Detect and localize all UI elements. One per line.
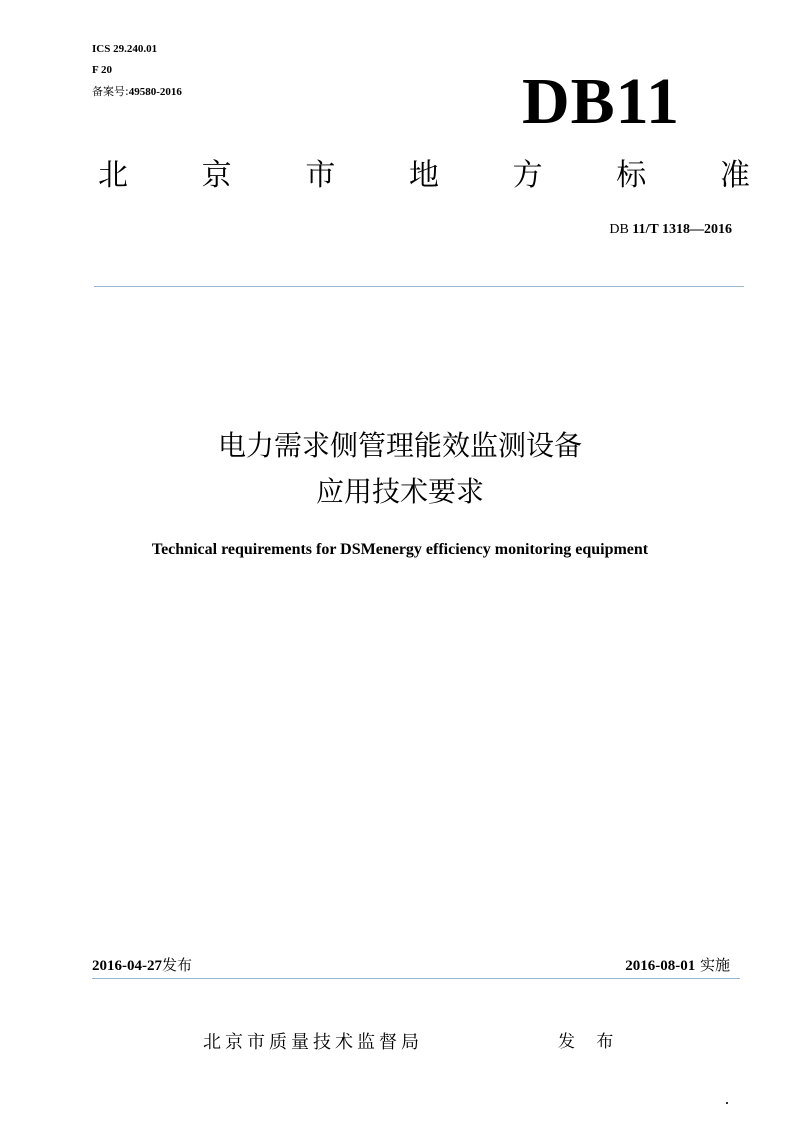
release-label: 发布	[162, 956, 193, 974]
standard-type-char: 标	[616, 158, 647, 193]
record-value: 49580-2016	[128, 86, 182, 98]
publisher-name: 北京市质量技术监督局	[203, 1032, 423, 1053]
classification-code: F 20	[92, 64, 113, 76]
top-divider	[94, 286, 744, 287]
bottom-divider	[92, 978, 740, 979]
publish-label: 发 布	[558, 1032, 622, 1052]
standard-type-char: 市	[305, 158, 336, 193]
page-mark	[726, 1102, 728, 1104]
standard-number-code: 11/T 1318—2016	[632, 222, 732, 237]
document-title	[0, 423, 800, 515]
implement-date: 2016-08-01	[625, 958, 696, 974]
standard-type-char: 准	[719, 158, 750, 193]
standard-type-char: 方	[512, 158, 543, 193]
record-label: 备案号:	[92, 85, 129, 98]
document-title-line1: 电力需求侧管理能效监测设备	[217, 429, 582, 462]
standard-type-char: 北	[98, 158, 128, 193]
standard-number	[520, 221, 732, 239]
db11-logo: DB11	[522, 65, 681, 138]
ics-code: ICS 29.240.01	[92, 43, 158, 55]
release-date: 2016-04-27	[92, 958, 162, 974]
record-number	[92, 85, 182, 99]
standard-type-char: 京	[201, 158, 232, 193]
english-title: Technical requirements for DSMenergy efficiency monitoring equipment	[151, 541, 649, 558]
implement-date-line	[560, 955, 730, 976]
standard-type-heading	[98, 155, 750, 197]
standard-number-prefix: DB	[609, 222, 629, 237]
standard-type-char: 地	[408, 158, 439, 193]
implement-label: 实施	[699, 956, 730, 974]
release-date-line	[92, 955, 192, 976]
document-title-line2: 应用技术要求	[315, 475, 484, 508]
